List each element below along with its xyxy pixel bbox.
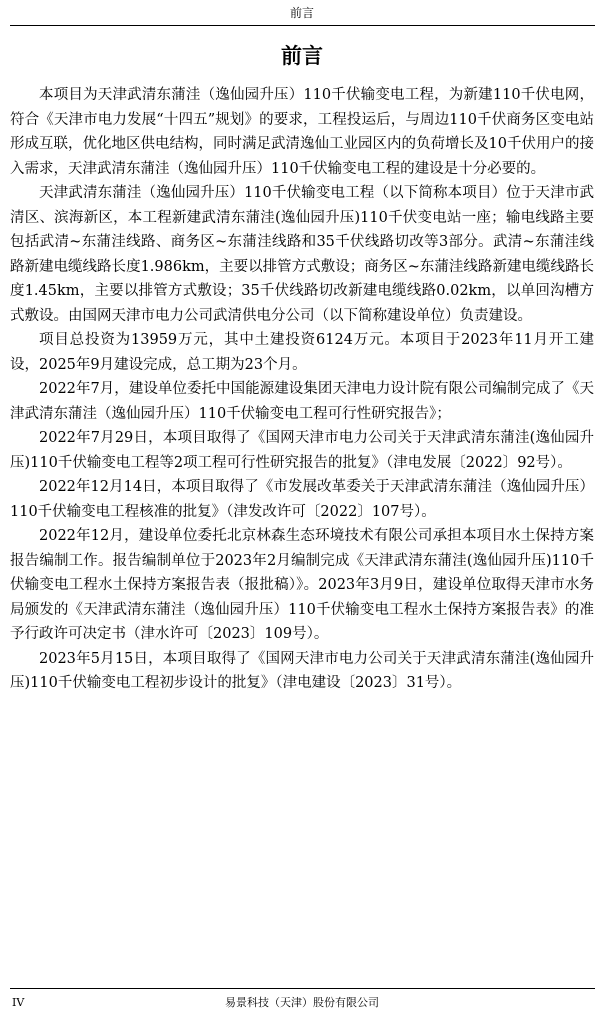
paragraph-project-location: 天津武清东蒲洼（逸仙园升压）110千伏输变电工程（以下简称本项目）位于天津市武清区、滨海新区，本工程新建武清东蒲洼(逸仙园升压)110千伏变电站一座；输电线路主要包括武清~东蒲洼线路、商务区~东蒲洼线路和35千伏线路切改等3部分。武清~东蒲洼线路新建电缆线路长度1.986km，主要以排管方式敷设；商务区~东蒲洼线路新建电缆线路长度1.45km，主要以排管方式敷设；35千伏线路切改新建电缆线路0.02km，以单回沟槽方式敷设。由国网天津市电力公司武清供电分公司（以下简称建设单位）负责建设。	[10, 185, 594, 324]
document-body	[10, 83, 594, 696]
paragraph-soil-conservation: 2022年12月，建设单位委托北京林森生态环境技术有限公司承担本项目水土保持方案报告编制工作。报告编制单位于2023年2月编制完成《天津武清东蒲洼(逸仙园升压)110千伏输变电工程水土保持方案报告表（报批稿）》。2023年3月9日，建设单位取得天津市水务局颁发的《天津武清东蒲洼（逸仙园升压）110千伏输变电工程水土保持方案报告表》的准予行政许可决定书（津水许可〔2023〕109号）。	[10, 528, 594, 642]
page-title: 前言	[281, 43, 323, 68]
header-rule	[10, 25, 595, 26]
footer-company: 易景科技（天津）股份有限公司	[225, 996, 379, 1009]
running-header: 前言	[289, 6, 314, 20]
page-number: IV	[12, 996, 25, 1009]
paragraph-investment: 项目总投资为13959万元，其中土建投资6124万元。本项目于2023年11月开工建设，2025年9月建设完成，总工期为23个月。	[10, 332, 594, 373]
paragraph-feasibility-study: 2022年7月，建设单位委托中国能源建设集团天津电力设计院有限公司编制完成了《天津武清东蒲洼（逸仙园升压）110千伏输变电工程可行性研究报告》；	[10, 381, 594, 422]
paragraph-project-intro: 本项目为天津武清东蒲洼（逸仙园升压）110千伏输变电工程，为新建110千伏电网，符合《天津市电力发展“十四五”规划》的要求，工程投运后，与周边110千伏商务区变电站形成互联，优化地区供电结构，同时满足武清逸仙工业园区内的负荷增长及10千伏用户的接入需求，天津武清东蒲洼（逸仙园升压）110千伏输变电工程的建设是十分必要的。	[10, 87, 594, 177]
paragraph-ndrc-approval: 2022年12月14日，本项目取得了《市发展改革委关于天津武清东蒲洼（逸仙园升压）110千伏输变电工程核准的批复》（津发改许可〔2022〕107号）。	[10, 479, 594, 520]
paragraph-preliminary-design: 2023年5月15日，本项目取得了《国网天津市电力公司关于天津武清东蒲洼(逸仙园升压)110千伏输变电工程初步设计的批复》（津电建设〔2023〕31号）。	[10, 650, 594, 691]
footer-rule	[10, 988, 595, 989]
paragraph-feasibility-approval: 2022年7月29日，本项目取得了《国网天津市电力公司关于天津武清东蒲洼(逸仙园升压)110千伏输变电工程等2项工程可行性研究报告的批复》（津电发展〔2022〕92号）。	[10, 430, 594, 471]
